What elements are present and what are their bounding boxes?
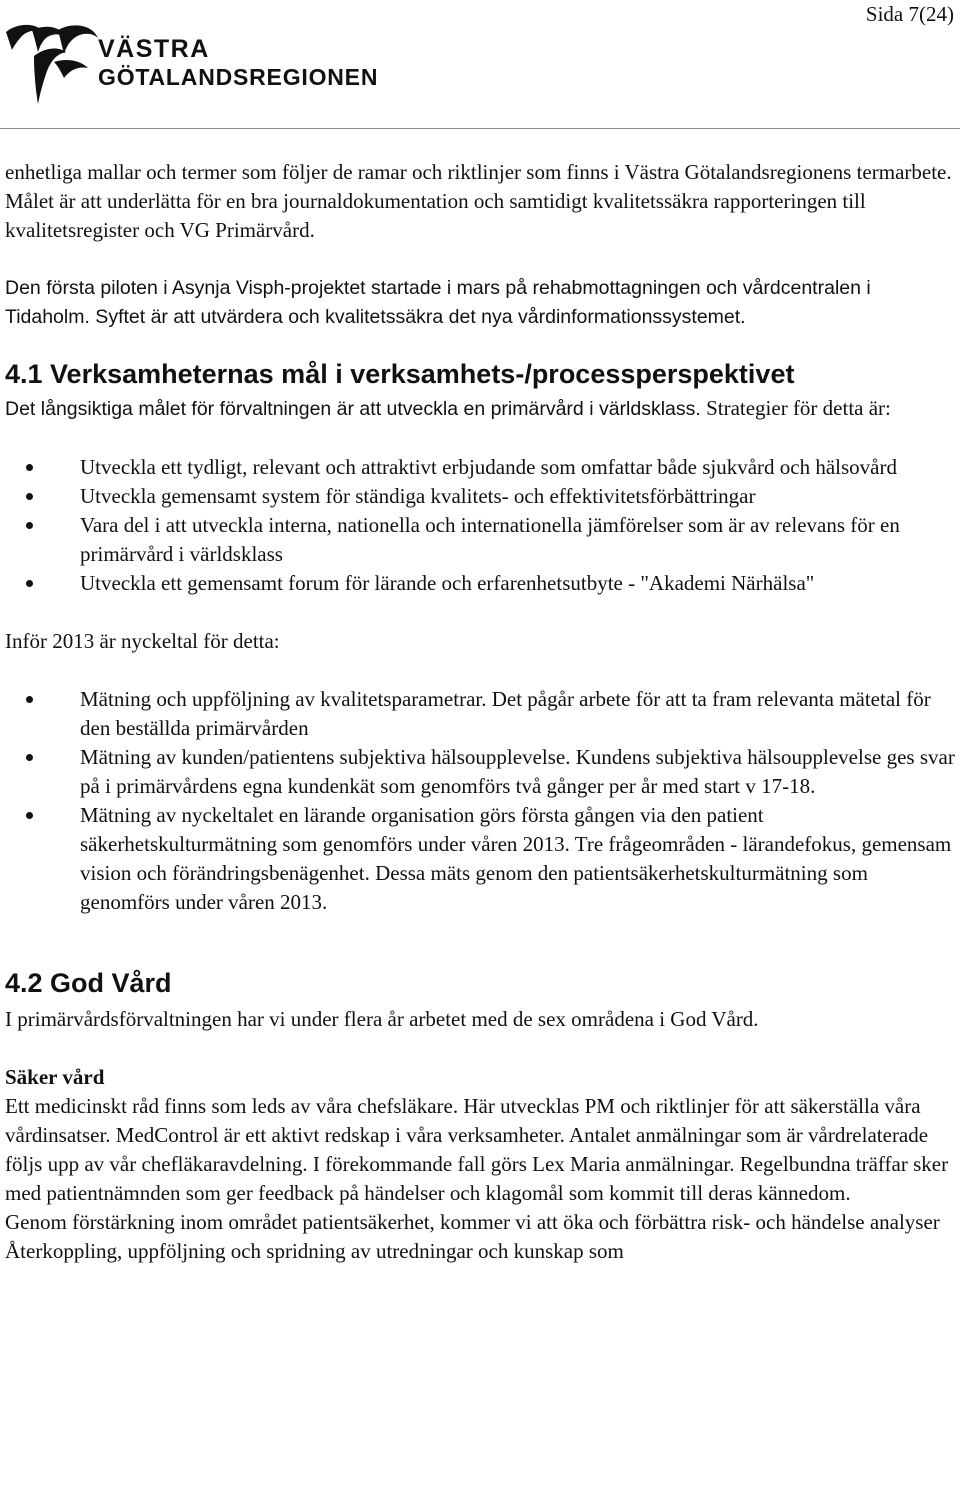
list-item: Utveckla gemensamt system för ständiga kvalitets- och effektivitetsförbättringar (5, 482, 957, 511)
list-item: Mätning och uppföljning av kvalitetsparametrar. Det pågår arbete för att ta fram relevanta mätetal för den beställda primärvården (5, 685, 957, 743)
saker-vard-paragraph-2: Genom förstärkning inom området patientsäkerhet, kommer vi att öka och förbättra risk- och händelse analyser (5, 1210, 940, 1234)
section-4-1-intro (5, 394, 957, 424)
section-heading-4-2: 4.2 God Vård (5, 968, 172, 998)
list-item: Utveckla ett tydligt, relevant och attraktivt erbjudande som omfattar både sjukvård och hälsovård (5, 453, 957, 482)
list-item: Mätning av kunden/patientens subjektiva hälsoupplevelse. Kundens subjektiva hälsoupplevelse ges svar på i primärvårdens egna kundenkät som genomförs två gånger per år med start v 17-18. (5, 743, 957, 801)
list-item: Mätning av nyckeltalet en lärande organisation görs första gången via den patient säkerhetskulturmätning som genomförs under våren 2013. Tre frågeområden - lärandefokus, gemensam vision och förändringsbenägenhet. Dessa mäts genom den patientsäkerhetskulturmätning som genomförs under våren 2013. (5, 801, 957, 917)
intro-paragraph-2: Den första piloten i Asynja Visph-projektet startade i mars på rehabmottagningen och vårdcentralen i Tidaholm. Syftet är att utvärdera och kvalitetssäkra det nya vårdinformationssystemet. (5, 277, 871, 328)
kpi-intro: Inför 2013 är nyckeltal för detta: (5, 629, 280, 653)
document-body (5, 158, 957, 1266)
header-divider (0, 128, 960, 129)
bullet-icon (26, 522, 33, 529)
section-4-1-strategies-lead: Strategier för detta är: (700, 396, 891, 420)
bullet-icon (26, 464, 33, 471)
bullet-icon (26, 812, 33, 819)
vgregion-logo (6, 22, 386, 106)
bullet-icon (26, 493, 33, 500)
intro-paragraph-1: enhetliga mallar och termer som följer de ramar och riktlinjer som finns i Västra Götalandsregionens termarbete. Målet är att underlätta för en bra journaldokumentation och samtidigt kvalitetssäkra rapporteringen till kvalitetsregister och VG Primärvård. (5, 160, 952, 242)
logo-text-line2: GÖTALANDSREGIONEN (98, 64, 379, 90)
saker-vard-paragraph-3: Återkoppling, uppföljning och spridning av utredningar och kunskap som (5, 1239, 624, 1263)
section-heading-4-1: 4.1 Verksamheternas mål i verksamhets-/processperspektivet (5, 359, 795, 389)
saker-vard-paragraph-1: Ett medicinskt råd finns som leds av våra chefsläkare. Här utvecklas PM och riktlinjer för att säkerställa våra vårdinsatser. MedControl är ett aktivt redskap i våra verksamheter. Antalet anmälningar som är vårdrelaterade följs upp av vår chefläkaravdelning. I förekommande fall görs Lex Maria anmälningar. Regelbundna träffar sker med patientnämnden som ger feedback på händelser och klagomål som kommit till deras kännedom. (5, 1094, 949, 1205)
list-item: Vara del i att utveckla interna, nationella och internationella jämförelser som är av relevans för en primärvård i världsklass (5, 511, 957, 569)
kpi-list (5, 685, 957, 917)
swoosh-icon (6, 25, 98, 104)
section-4-2-intro: I primärvårdsförvaltningen har vi under flera år arbetet med de sex områdena i God Vård. (5, 1007, 759, 1031)
section-4-1-goal: Det långsiktiga målet för förvaltningen är att utveckla en primärvård i världsklass. (5, 398, 701, 420)
bullet-icon (26, 696, 33, 703)
bullet-icon (26, 580, 33, 587)
list-item: Utveckla ett gemensamt forum för lärande och erfarenhetsutbyte - "Akademi Närhälsa" (5, 569, 957, 598)
subheading-saker-vard: Säker vård (5, 1065, 105, 1089)
bullet-icon (26, 754, 33, 761)
page-number: Sida 7(24) (865, 2, 954, 26)
strategies-list (5, 453, 957, 598)
logo-text-line1: VÄSTRA (98, 35, 210, 63)
